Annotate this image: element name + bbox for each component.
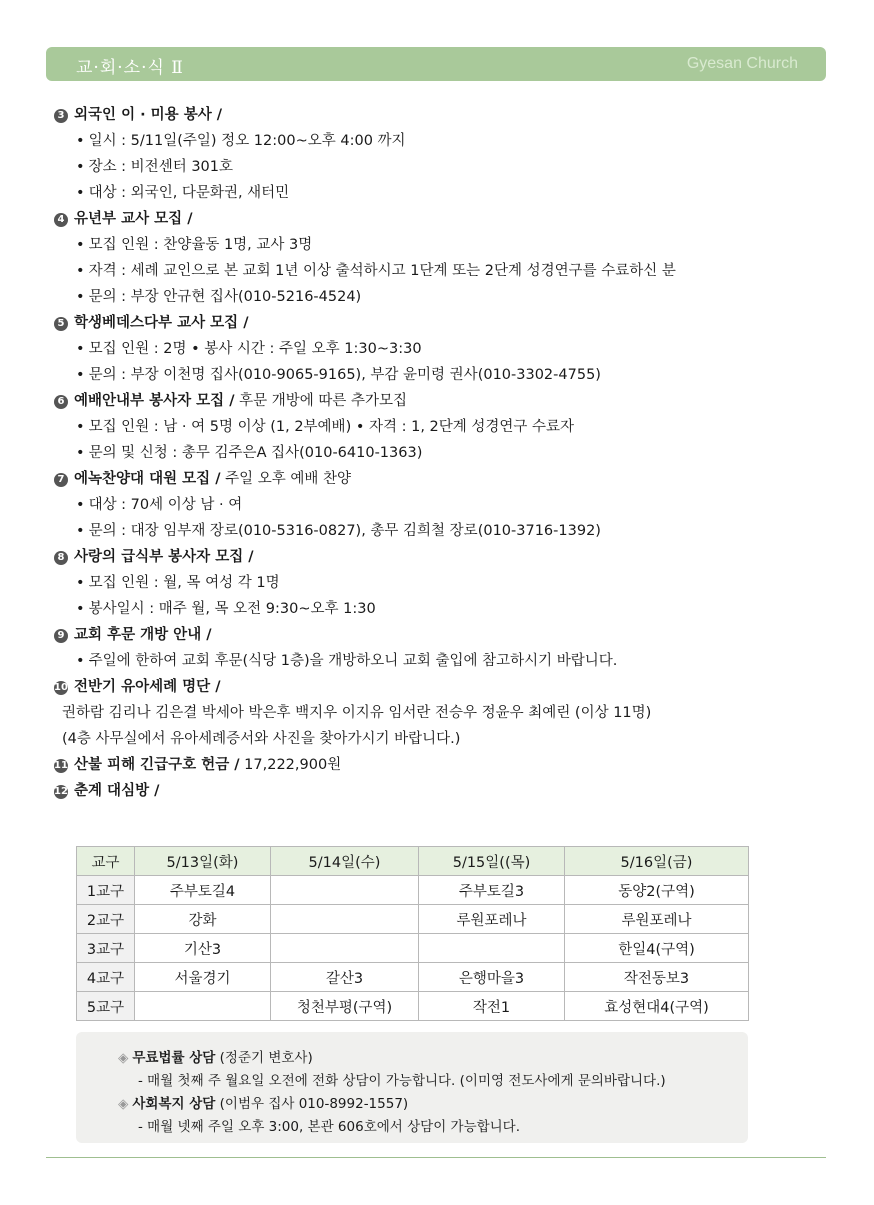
section-title: 교회 후문 개방 안내 /: [74, 627, 212, 643]
table-cell: 갈산3: [271, 963, 419, 992]
table-cell: 4교구: [77, 963, 135, 992]
section-line: 일시 : 5/11일(주일) 정오 12:00~오후 4:00 까지: [88, 133, 406, 149]
news-content: [54, 102, 814, 804]
section-title: 산불 피해 긴급구호 헌금 /: [74, 757, 240, 773]
table-row: [77, 905, 749, 934]
table-cell: 주부토길3: [419, 876, 565, 905]
section-line: 주일에 한하여 교회 후문(식당 1층)을 개방하오니 교회 출입에 참고하시기 바랍니다.: [88, 653, 618, 669]
legal-counsel-title: 무료법률 상담: [132, 1050, 216, 1066]
section-title: 전반기 유아세례 명단 /: [74, 679, 221, 695]
section-number: 10: [54, 682, 68, 693]
table-cell: 작전1: [419, 992, 565, 1021]
section-fire-offering: [54, 752, 814, 778]
section-title: 에녹찬양대 대원 모집 /: [74, 471, 221, 487]
table-cell: 루원포레나: [565, 905, 749, 934]
diamond-icon: ◈: [118, 1050, 129, 1066]
bottom-divider: [46, 1157, 826, 1158]
section-extra: 주일 오후 예배 찬양: [225, 471, 352, 487]
table-cell: 강화: [135, 905, 271, 934]
legal-counsel-sub: (정준기 변호사): [219, 1050, 313, 1066]
section-number: 8: [54, 551, 68, 565]
table-cell: [135, 992, 271, 1021]
section-meal-volunteer: 8 사랑의 급식부 봉사자 모집 / • 모집 인원 : 월, 목 여성 각 1명 • 봉사일시 : 매주 월, 목 오전 9:30~오후 1:30: [54, 544, 814, 622]
section-line: 봉사일시 : 매주 월, 목 오전 9:30~오후 1:30: [88, 601, 376, 617]
section-line: 모집 인원 : 2명 • 봉사 시간 : 주일 오후 1:30~3:30: [88, 341, 422, 357]
welfare-counsel-sub: (이범우 집사 010-8992-1557): [219, 1096, 409, 1112]
section-student-teacher: 5 학생베데스다부 교사 모집 / • 모집 인원 : 2명 • 봉사 시간 : 주일 오후 1:30~3:30 • 문의 : 부장 이천명 집사(010-9065-9165), 부감 윤미령 권사(010-3302-4755): [54, 310, 814, 388]
table-header: 5/15일((목): [419, 847, 565, 876]
table-cell: 2교구: [77, 905, 135, 934]
table-row: [77, 992, 749, 1021]
section-line: 문의 및 신청 : 총무 김주은A 집사(010-6410-1363): [88, 445, 423, 461]
section-number: 3: [54, 109, 68, 123]
table-row: [77, 876, 749, 905]
section-title: 예배안내부 봉사자 모집 /: [74, 393, 235, 409]
baptism-note: (4층 사무실에서 유아세례증서와 사진을 찾아가시기 바랍니다.): [62, 731, 461, 747]
section-number: 4: [54, 213, 68, 227]
section-title: 유년부 교사 모집 /: [74, 211, 193, 227]
table-cell: 3교구: [77, 934, 135, 963]
table-cell: 은행마을3: [419, 963, 565, 992]
section-enoch-choir: 7 에녹찬양대 대원 모집 / 주일 오후 예배 찬양 • 대상 : 70세 이상 남 · 여 • 문의 : 대장 임부재 장로(010-5316-0827), 총무 김희철 장로(010-3716-1392): [54, 466, 814, 544]
section-number: 11: [54, 760, 68, 771]
section-line: 대상 : 외국인, 다문화권, 새터민: [88, 185, 290, 201]
table-cell: [271, 876, 419, 905]
baptism-names: 권하람 김리나 김은결 박세아 박은후 백지우 이지유 임서란 전승우 정윤우 최예린 (이상 11명): [62, 705, 652, 721]
section-children-teacher: 4 유년부 교사 모집 / • 모집 인원 : 찬양율동 1명, 교사 3명 • 자격 : 세례 교인으로 본 교회 1년 이상 출석하시고 1단계 또는 2단계 성경연구를 수료하신 분 • 문의 : 부장 안규현 집사(010-5216-4524): [54, 206, 814, 310]
section-number: 5: [54, 317, 68, 331]
table-row: [77, 963, 749, 992]
section-title: 학생베데스다부 교사 모집 /: [74, 315, 249, 331]
table-cell: 주부토길4: [135, 876, 271, 905]
table-cell: 한일4(구역): [565, 934, 749, 963]
section-spring-visit: [54, 778, 814, 804]
page-header: [46, 47, 826, 81]
offering-amount: 17,222,900원: [244, 757, 342, 773]
table-cell: 청천부평(구역): [271, 992, 419, 1021]
section-title: 춘계 대심방 /: [74, 783, 160, 799]
table-cell: 동양2(구역): [565, 876, 749, 905]
section-line: 문의 : 부장 안규현 집사(010-5216-4524): [88, 289, 362, 305]
section-title: 외국인 이 · 미용 봉사 /: [74, 107, 223, 123]
section-line: 모집 인원 : 월, 목 여성 각 1명: [88, 575, 280, 591]
section-number: 7: [54, 473, 68, 487]
table-header: 5/14일(수): [271, 847, 419, 876]
table-cell: 효성현대4(구역): [565, 992, 749, 1021]
counsel-box: [76, 1032, 748, 1143]
section-number: 6: [54, 395, 68, 409]
table-cell: [419, 934, 565, 963]
table-cell: 서울경기: [135, 963, 271, 992]
section-extra: 후문 개방에 따른 추가모집: [239, 393, 408, 409]
table-cell: 루원포레나: [419, 905, 565, 934]
section-number: 12: [54, 786, 68, 797]
welfare-counsel-desc: - 매월 넷째 주일 오후 3:00, 본관 606호에서 상담이 가능합니다.: [138, 1119, 521, 1135]
section-back-gate: 9 교회 후문 개방 안내 / • 주일에 한하여 교회 후문(식당 1층)을 개방하오니 교회 출입에 참고하시기 바랍니다.: [54, 622, 814, 674]
section-usher-volunteer: 6 예배안내부 봉사자 모집 / 후문 개방에 따른 추가모집 • 모집 인원 : 남 · 여 5명 이상 (1, 2부예배) • 자격 : 1, 2단계 성경연구 수료자 • 문의 및 신청 : 총무 김주은A 집사(010-6410-1363): [54, 388, 814, 466]
table-row: [77, 934, 749, 963]
table-cell: [271, 934, 419, 963]
section-line: 문의 : 대장 임부재 장로(010-5316-0827), 총무 김희철 장로(010-3716-1392): [88, 523, 601, 539]
table-cell: 1교구: [77, 876, 135, 905]
section-line: 장소 : 비전센터 301호: [88, 159, 233, 175]
section-line: 문의 : 부장 이천명 집사(010-9065-9165), 부감 윤미령 권사(010-3302-4755): [88, 367, 601, 383]
section-foreigner-beauty: 3 외국인 이 · 미용 봉사 / • 일시 : 5/11일(주일) 정오 12:00~오후 4:00 까지 • 장소 : 비전센터 301호 • 대상 : 외국인, 다문화권, 새터민: [54, 102, 814, 206]
section-infant-baptism: [54, 674, 814, 752]
section-line: 모집 인원 : 찬양율동 1명, 교사 3명: [88, 237, 313, 253]
legal-counsel-desc: - 매월 첫째 주 월요일 오전에 전화 상담이 가능합니다. (이미영 전도사에게 문의바랍니다.): [138, 1073, 666, 1089]
table-header: 교구: [77, 847, 135, 876]
diamond-icon: ◈: [118, 1096, 129, 1112]
table-cell: 기산3: [135, 934, 271, 963]
table-cell: [271, 905, 419, 934]
table-cell: 5교구: [77, 992, 135, 1021]
table-cell: 작전동보3: [565, 963, 749, 992]
visit-schedule-table: [76, 846, 749, 1021]
table-header: 5/16일(금): [565, 847, 749, 876]
header-title: 교·회·소·식 Ⅱ: [76, 58, 184, 78]
section-line: 대상 : 70세 이상 남 · 여: [88, 497, 243, 513]
welfare-counsel-title: 사회복지 상담: [132, 1096, 216, 1112]
section-line: 자격 : 세례 교인으로 본 교회 1년 이상 출석하시고 1단계 또는 2단계 성경연구를 수료하신 분: [88, 263, 676, 279]
table-header-row: [77, 847, 749, 876]
table-header: 5/13일(화): [135, 847, 271, 876]
section-title: 사랑의 급식부 봉사자 모집 /: [74, 549, 254, 565]
section-line: 모집 인원 : 남 · 여 5명 이상 (1, 2부예배) • 자격 : 1, 2단계 성경연구 수료자: [88, 419, 575, 435]
section-number: 9: [54, 629, 68, 643]
header-subtitle: Gyesan Church: [686, 55, 798, 72]
